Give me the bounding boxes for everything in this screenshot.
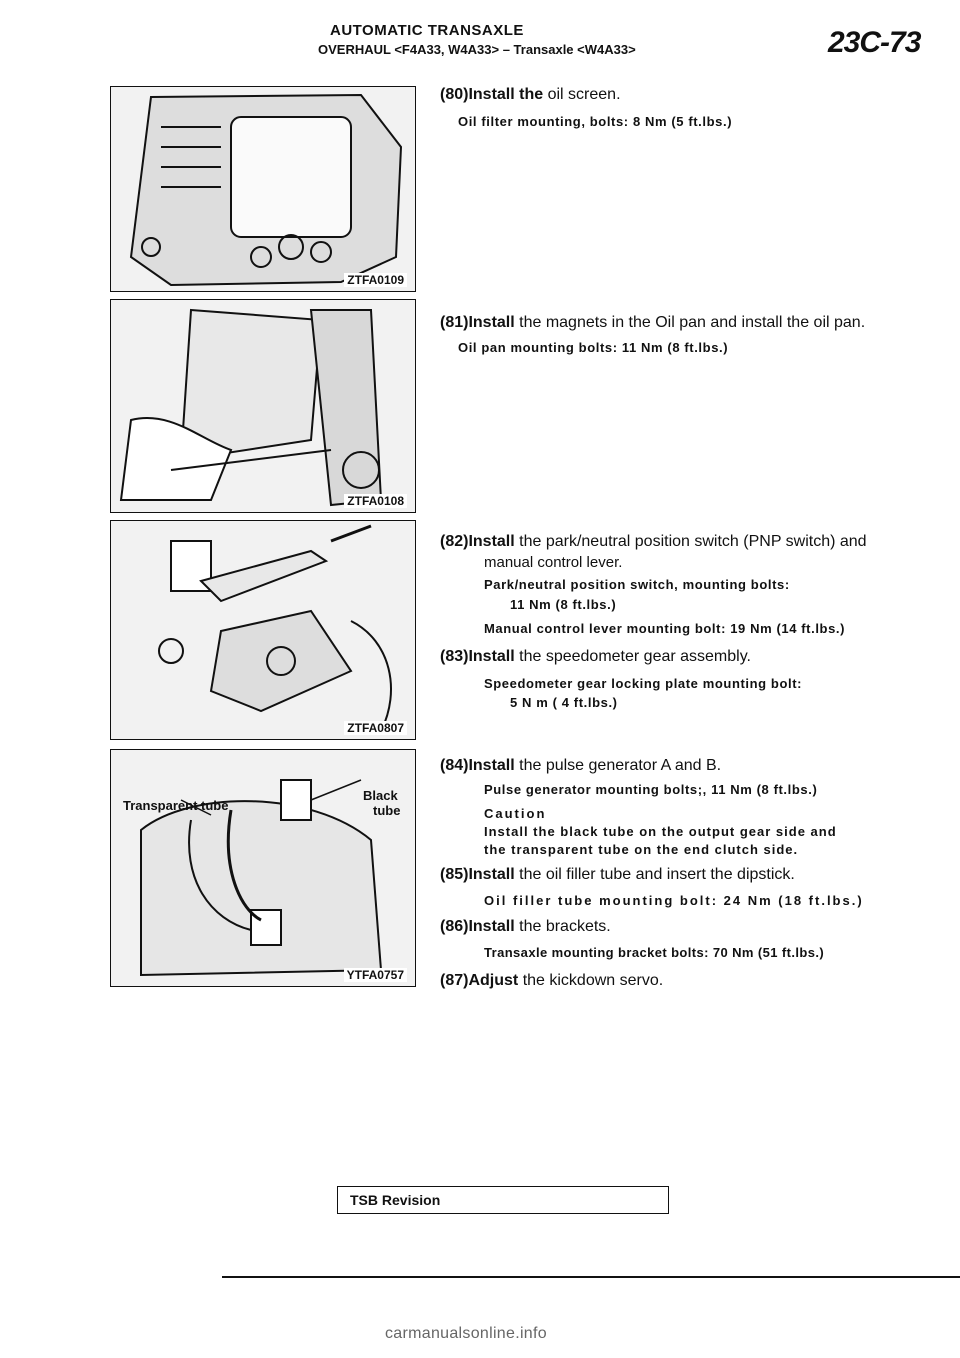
step-number: (80) — [440, 86, 469, 103]
label-tube: tube — [373, 803, 401, 818]
oil-screen-illustration — [111, 87, 415, 291]
figure-code: ZTFA0807 — [344, 721, 407, 735]
step-87 — [440, 972, 663, 990]
step-verb: Install — [468, 918, 515, 935]
step-85 — [440, 866, 795, 884]
step-text: the park/neutral position switch (PNP switch) and — [519, 533, 867, 550]
figure-oil-pan — [110, 299, 416, 513]
step-text: the magnets in the Oil pan and install the oil pan. — [519, 314, 866, 331]
spec-pnp-switch: Park/neutral position switch, mounting bolts: — [484, 577, 790, 592]
step-verb: Install — [468, 314, 515, 331]
step-82-continuation: manual control lever. — [484, 554, 623, 571]
step-80 — [440, 86, 621, 104]
pnp-switch-illustration — [111, 521, 415, 739]
step-text: the kickdown servo. — [522, 972, 664, 989]
step-82 — [440, 533, 867, 551]
step-text: the brackets. — [519, 918, 611, 935]
step-verb: Install — [468, 648, 515, 665]
page-number: 23C-73 — [828, 26, 921, 59]
step-text: the pulse generator A and B. — [519, 757, 722, 774]
step-number: (81) — [440, 314, 469, 331]
figure-pnp-switch — [110, 520, 416, 740]
caution-heading: Caution — [484, 806, 547, 821]
spec-mounting-bracket: Transaxle mounting bracket bolts: 70 Nm (51 ft.lbs.) — [484, 945, 825, 960]
step-81 — [440, 314, 865, 332]
spec-speedometer-torque: 5 N m ( 4 ft.lbs.) — [510, 695, 618, 710]
footer-divider — [222, 1276, 960, 1278]
caution-line-1: Install the black tube on the output gear side and — [484, 824, 837, 839]
spec-pnp-switch-torque: 11 Nm (8 ft.lbs.) — [510, 597, 617, 612]
step-number: (82) — [440, 533, 469, 550]
label-transparent-tube: Transparent tube — [123, 798, 229, 813]
tsb-revision-box — [337, 1186, 669, 1214]
step-verb: Install — [468, 866, 515, 883]
step-86 — [440, 918, 611, 936]
section-title: AUTOMATIC TRANSAXLE — [330, 22, 524, 39]
spec-oil-filler-tube: Oil filler tube mounting bolt: 24 Nm (18 ft.lbs.) — [484, 893, 864, 908]
step-number: (83) — [440, 648, 469, 665]
step-83 — [440, 648, 751, 666]
step-number: (87) — [440, 972, 469, 989]
spec-oil-filter: Oil filter mounting, bolts: 8 Nm (5 ft.lbs.) — [458, 114, 733, 129]
spec-speedometer: Speedometer gear locking plate mounting bolt: — [484, 676, 803, 691]
step-84 — [440, 757, 721, 775]
step-text: oil screen. — [547, 86, 621, 103]
tsb-revision-label: TSB Revision — [350, 1192, 441, 1208]
step-verb: Adjust — [468, 972, 519, 989]
label-black: Black — [363, 788, 398, 803]
pulse-generator-illustration — [111, 750, 415, 986]
step-number: (84) — [440, 757, 469, 774]
step-number: (86) — [440, 918, 469, 935]
caution-line-2: the transparent tube on the end clutch side. — [484, 842, 799, 857]
watermark: carmanualsonline.info — [385, 1325, 547, 1342]
spec-oil-pan: Oil pan mounting bolts: 11 Nm (8 ft.lbs.) — [458, 340, 729, 355]
spec-pulse-generator: Pulse generator mounting bolts;, 11 Nm (8 ft.lbs.) — [484, 782, 818, 797]
oil-pan-illustration — [111, 300, 415, 512]
step-verb: Install — [468, 533, 515, 550]
figure-code: ZTFA0109 — [344, 273, 407, 287]
figure-code: ZTFA0108 — [344, 494, 407, 508]
step-verb: Install — [468, 757, 515, 774]
figure-pulse-generator — [110, 749, 416, 987]
step-verb: Install the — [468, 86, 544, 103]
step-text: the oil filler tube and insert the dipstick. — [519, 866, 795, 883]
spec-manual-control-lever: Manual control lever mounting bolt: 19 Nm (14 ft.lbs.) — [484, 621, 846, 636]
figure-code: YTFA0757 — [344, 968, 407, 982]
step-number: (85) — [440, 866, 469, 883]
figure-oil-screen — [110, 86, 416, 292]
step-text: the speedometer gear assembly. — [519, 648, 751, 665]
section-subtitle: OVERHAUL <F4A33, W4A33> – Transaxle <W4A33> — [318, 42, 636, 57]
